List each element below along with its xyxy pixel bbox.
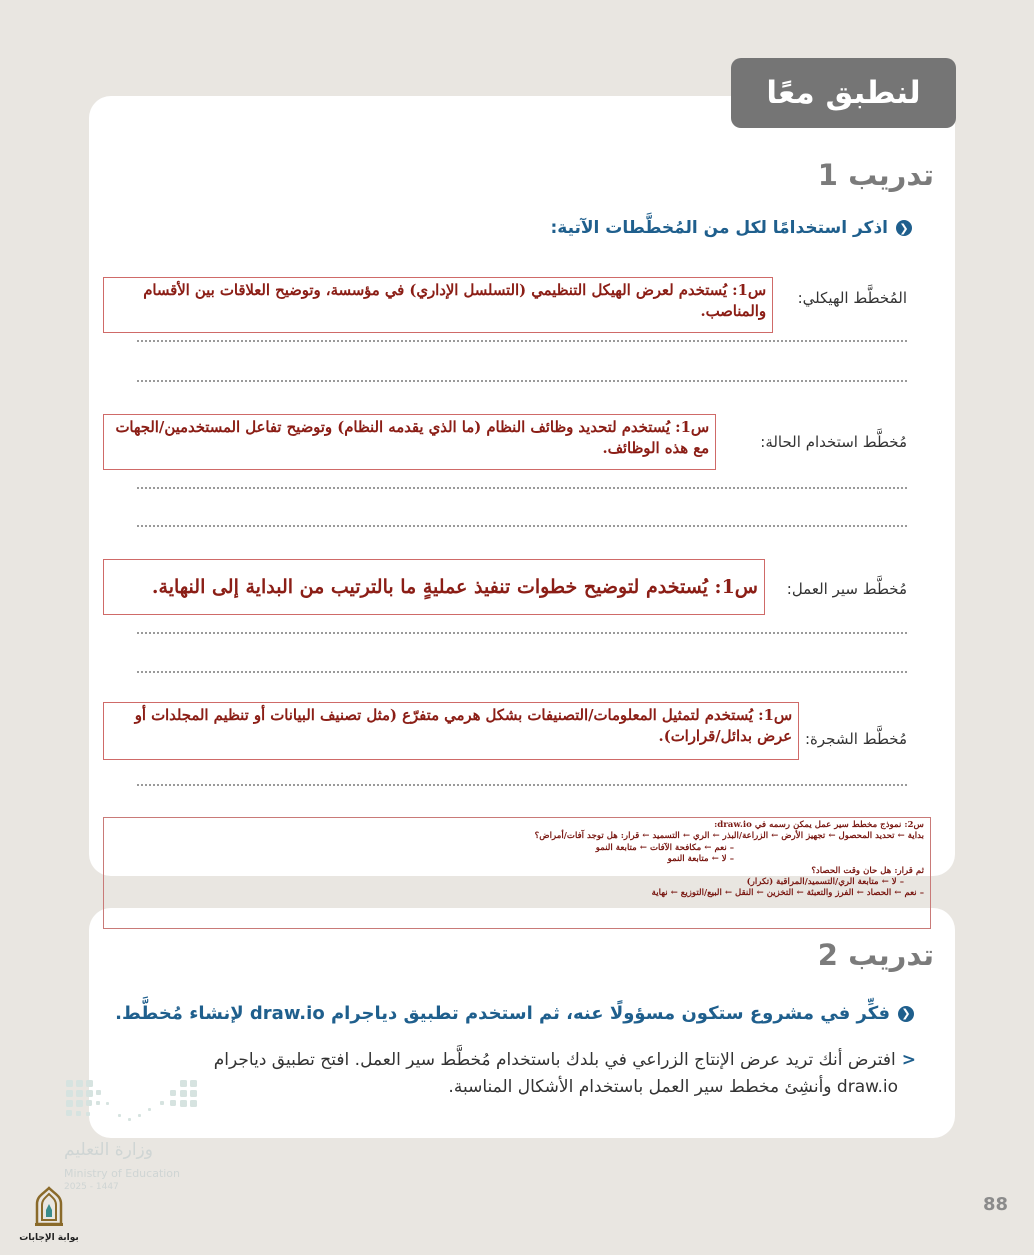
tree-chart-answer: س1: يُستخدم لتمثيل المعلومات/التصنيفات بشكل هرمي متفرّع (مثل تصنيف البيانات أو تنظيم المجلدات أو عرض بدائل/قرارات).: [103, 702, 799, 760]
chevron-circle-icon: ❮: [898, 1006, 914, 1022]
diagram-line: – نعم ← الحصاد ← الفرز والتعبئة ← التخزين ← النقل ← البيع/التوزيع ← نهاية: [651, 888, 924, 899]
ministry-year: 2025 - 1447: [64, 1182, 119, 1192]
use-case-label: مُخطَّط استخدام الحالة:: [760, 433, 907, 451]
ministry-logo-icon: [62, 1078, 202, 1134]
answer-line: [137, 632, 907, 634]
use-case-answer: س1: يُستخدم لتحديد وظائف النظام (ما الذي يقدمه النظام) وتوضيح تفاعل المستخدمين/الجهات مع هذه الوظائف.: [103, 414, 716, 470]
exercise2-instruction-text: فكِّر في مشروع ستكون مسؤولًا عنه، ثم استخدم تطبيق دياجرام draw.io لإنشاء مُخطَّط.: [115, 1003, 890, 1024]
answer-line: [137, 380, 907, 382]
diagram-line: – لا ← متابعة الري/التسميد/المراقبة (تكرار): [746, 877, 904, 888]
paragraph-line-1: افترض أنك تريد عرض الإنتاج الزراعي في بلدك باستخدام مُخطَّط سير العمل. افتح تطبيق دياجرام: [213, 1050, 896, 1070]
caret-icon: <: [901, 1050, 916, 1070]
exercise1-instruction-text: اذكر استخدامًا لكل من المُخطَّطات الآتية:: [550, 218, 888, 238]
answer-line: [137, 525, 907, 527]
section-tab-title: لنطبق معًا: [731, 58, 956, 128]
paragraph-line-2: draw.io وأنشِئ مخطط سير العمل باستخدام الأشكال المناسبة.: [448, 1077, 898, 1097]
answer-line: [137, 671, 907, 673]
org-chart-label: المُخطَّط الهيكلي:: [797, 289, 907, 307]
diagram-line: – نعم ← مكافحة الآفات ← متابعة النمو: [595, 842, 734, 853]
chevron-circle-icon: ❮: [896, 220, 912, 236]
portal-logo-icon: [29, 1186, 69, 1228]
workflow-answer: س1: يُستخدم لتوضيح خطوات تنفيذ عمليةٍ ما بالترتيب من البداية إلى النهاية.: [103, 559, 765, 615]
ministry-name-english: Ministry of Education: [64, 1167, 181, 1180]
exercise2-instruction: [115, 1003, 914, 1024]
page-number: 88: [983, 1194, 1009, 1215]
exercise1-heading: تدريب 1: [817, 158, 934, 192]
answer-line: [137, 340, 907, 342]
answer-line: [137, 487, 907, 489]
diagram-line: س2: نموذج مخطط سير عمل يمكن رسمه في draw.io:: [714, 820, 924, 830]
exercise2-heading: تدريب 2: [817, 938, 934, 972]
exercise1-instruction: [550, 218, 912, 238]
workflow-label: مُخطَّط سير العمل:: [786, 580, 907, 598]
workflow-diagram-answer: [103, 817, 931, 929]
portal-label: بوابة الإجابات: [19, 1233, 79, 1243]
ministry-name-arabic: وزارة التعليم: [64, 1140, 153, 1160]
diagram-line: ثم قرار: هل حان وقت الحصاد؟: [811, 865, 924, 876]
answer-line: [137, 784, 907, 786]
exercise2-paragraph: [214, 1047, 916, 1101]
org-chart-answer: س1: يُستخدم لعرض الهيكل التنظيمي (التسلسل الإداري) في مؤسسة، وتوضيح العلاقات بين الأقسام والمناصب.: [103, 277, 773, 333]
tree-chart-label: مُخطَّط الشجرة:: [804, 730, 907, 748]
diagram-line: بداية ← تحديد المحصول ← تجهيز الأرض ← الزراعة/البذر ← الري ← التسميد ← قرار: هل توجد آفات/أمراض؟: [534, 831, 924, 842]
diagram-line: – لا ← متابعة النمو: [667, 854, 734, 865]
answers-portal-logo: [14, 1186, 84, 1243]
